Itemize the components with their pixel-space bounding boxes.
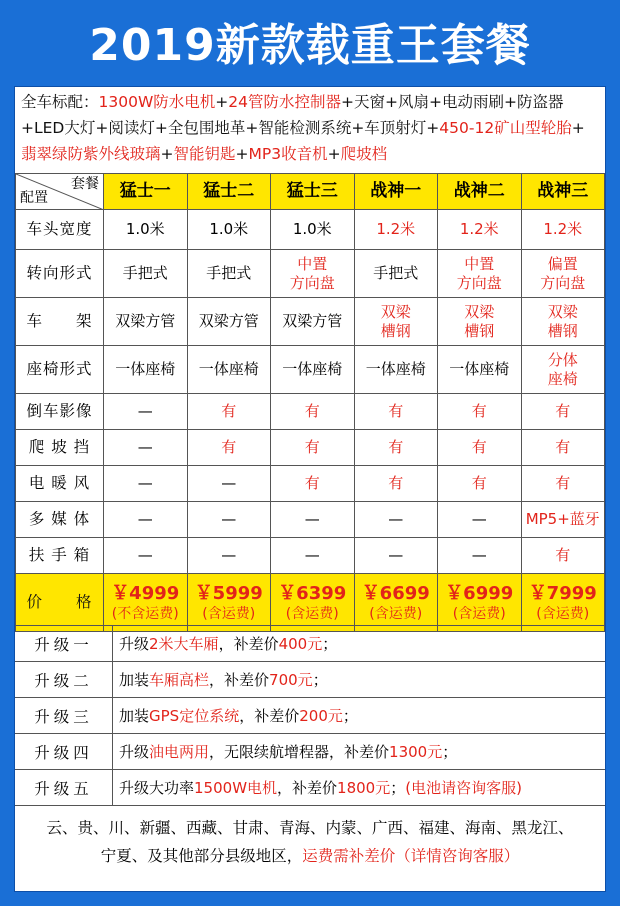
table-cell: — [187,538,271,574]
package-header: 战神一 [354,174,438,210]
table-corner-header [16,174,104,210]
text-run: ； [322,635,338,653]
highlight-text: 1800元 [337,779,391,797]
price-amount: ￥6999 [445,582,514,604]
text-run: ，补差价 [209,671,270,689]
price-cell [271,574,355,632]
table-cell: 有 [354,394,438,430]
row-label: 转向形式 [16,250,104,298]
price-amount: ￥7999 [528,582,597,604]
table-cell: 双梁 槽钢 [438,298,522,346]
table-cell: 有 [521,538,605,574]
text-run: ，补差价 [218,635,279,653]
package-header: 战神三 [521,174,605,210]
table-cell: 双梁方管 [271,298,355,346]
text-run: 加装 [119,707,150,725]
highlight-text: 200元 [299,707,343,725]
upgrade-row [15,661,605,697]
table-cell: 一体座椅 [187,346,271,394]
text-run: 升级 [119,635,150,653]
table-cell: 双梁方管 [104,298,188,346]
highlight-text: 翡翠绿防紫外线玻璃 [21,145,161,163]
table-cell: — [104,430,188,466]
upgrade-detail [113,741,457,762]
standard-line [21,89,599,115]
upgrade-detail [113,669,328,690]
text-run: ，补差价 [277,779,338,797]
table-cell: 1.0米 [187,210,271,250]
upgrade-row [15,769,605,805]
price-note: (含运费) [369,605,423,622]
table-cell: — [104,394,188,430]
price-cell [438,574,522,632]
table-row [16,538,605,574]
price-cell [187,574,271,632]
price-amount: ￥4999 [111,582,180,604]
highlight-text: 爬坡档 [340,145,388,163]
table-cell: — [104,538,188,574]
text-run: 云、贵、川、新疆、西藏、甘肃、青海、内蒙、广西、福建、海南、黑龙江、 [46,819,574,837]
row-label: 电 暖 风 [16,466,104,502]
price-cell [354,574,438,632]
price-amount: ￥5999 [194,582,263,604]
package-header: 猛士三 [271,174,355,210]
table-row [16,466,605,502]
text-run: ； [390,779,406,797]
shipping-note [15,805,605,891]
table-row [16,394,605,430]
upgrade-detail [113,705,358,726]
text-run: +LED大灯+阅读灯+全包围地革+智能检测系统+车顶射灯+ [21,119,440,137]
row-label: 车头宽度 [16,210,104,250]
price-amount: ￥6399 [278,582,347,604]
table-cell: 有 [271,430,355,466]
table-cell: — [104,466,188,502]
price-cell [104,574,188,632]
price-note: (含运费) [202,605,256,622]
table-cell: 有 [271,466,355,502]
text-run: 升级大功率 [119,779,195,797]
standard-equipment [15,89,605,173]
table-cell: MP5+蓝牙 [521,502,605,538]
price-note: (含运费) [452,605,506,622]
upgrade-label: 升级三 [15,698,113,733]
table-cell: — [104,502,188,538]
table-row [16,346,605,394]
highlight-text: 450-12矿山型轮胎 [439,119,572,137]
table-cell: 手把式 [354,250,438,298]
table-cell: 一体座椅 [438,346,522,394]
highlight-text: 24管防水控制器 [228,93,342,111]
table-cell: 一体座椅 [104,346,188,394]
table-row [16,430,605,466]
upgrade-row [15,625,605,661]
table-cell: 有 [271,394,355,430]
text-run: ； [442,743,458,761]
text-run: + [215,93,229,111]
text-run: ； [312,671,328,689]
table-cell: 中置 方向盘 [438,250,522,298]
table-cell: 手把式 [104,250,188,298]
table-cell: — [187,466,271,502]
highlight-text: 1500W电机 [194,779,278,797]
table-cell: — [354,538,438,574]
upgrade-label: 升级二 [15,662,113,697]
package-header: 猛士二 [187,174,271,210]
table-cell: 有 [438,394,522,430]
text-run: + [327,145,341,163]
highlight-text: 车厢高栏 [149,671,210,689]
row-label: 座椅形式 [16,346,104,394]
highlight-text: 运费需补差价（详情咨询客服） [302,847,520,865]
table-cell: 1.2米 [438,210,522,250]
upgrade-detail [113,633,337,654]
table-cell: 有 [354,466,438,502]
highlight-text: GPS定位系统 [149,707,240,725]
spec-table [15,173,605,632]
row-label: 爬 坡 挡 [16,430,104,466]
table-cell: 一体座椅 [271,346,355,394]
table-cell: 有 [521,466,605,502]
corner-top-label: 套餐 [71,176,99,192]
text-run: 升级 [119,743,150,761]
table-cell: — [271,538,355,574]
highlight-text: 700元 [269,671,313,689]
upgrade-label: 升级四 [15,734,113,769]
text-run: 加装 [119,671,150,689]
text-run: +天窗+风扇+电动雨刷+防盗器 [341,93,564,111]
table-cell: 有 [521,394,605,430]
table-cell: — [438,502,522,538]
table-cell: — [271,502,355,538]
shipping-line [15,842,605,870]
text-run: ，补差价 [239,707,300,725]
text-run: ，无限续航增程器，补差价 [209,743,390,761]
table-cell: 1.0米 [271,210,355,250]
highlight-text: MP3收音机 [248,145,328,163]
price-note: (含运费) [536,605,590,622]
row-label: 车 架 [16,298,104,346]
corner-bottom-label: 配置 [20,190,48,206]
price-note: (不含运费) [111,605,179,622]
table-cell: 双梁方管 [187,298,271,346]
table-cell: — [354,502,438,538]
table-cell: 有 [438,466,522,502]
highlight-text: 智能钥匙 [173,145,236,163]
table-cell: 1.2米 [521,210,605,250]
table-cell: 双梁 槽钢 [354,298,438,346]
text-run: + [235,145,249,163]
highlight-text: 400元 [278,635,323,653]
table-cell: 双梁 槽钢 [521,298,605,346]
row-label: 倒车影像 [16,394,104,430]
highlight-text: (电池请咨询客服) [405,779,522,797]
highlight-text: 2米大车厢 [149,635,219,653]
package-panel [14,86,606,892]
price-note: (含运费) [285,605,339,622]
table-row [16,250,605,298]
highlight-text: 油电两用 [149,743,210,761]
upgrade-detail [113,777,522,798]
table-row [16,502,605,538]
table-cell: 有 [438,430,522,466]
table-cell: 分体 座椅 [521,346,605,394]
table-cell: — [438,538,522,574]
table-cell: 偏置 方向盘 [521,250,605,298]
row-label: 扶 手 箱 [16,538,104,574]
highlight-text: 1300W防水电机 [98,93,216,111]
text-run: 全车标配： [21,93,99,111]
table-cell: — [187,502,271,538]
package-header: 战神二 [438,174,522,210]
upgrade-row [15,733,605,769]
upgrade-label: 升级五 [15,770,113,805]
table-cell: 1.0米 [104,210,188,250]
table-row [16,210,605,250]
highlight-text: 1300元 [389,743,443,761]
text-run: 宁夏、及其他部分县级地区， [100,847,303,865]
price-label: 价 格 [16,574,104,632]
shipping-line [15,814,605,842]
table-cell: 有 [354,430,438,466]
price-row [16,574,605,632]
row-label: 多 媒 体 [16,502,104,538]
table-cell: 手把式 [187,250,271,298]
page-title: 2019新款载重王套餐 [89,20,531,71]
table-cell: 中置 方向盘 [271,250,355,298]
table-cell: 一体座椅 [354,346,438,394]
text-run: + [571,119,585,137]
upgrade-row [15,697,605,733]
standard-line [21,115,599,141]
table-cell: 有 [521,430,605,466]
price-cell [521,574,605,632]
price-amount: ￥6699 [361,582,430,604]
table-cell: 有 [187,430,271,466]
upgrade-label: 升级一 [15,626,113,661]
standard-line [21,141,599,167]
text-run: ； [342,707,358,725]
table-cell: 1.2米 [354,210,438,250]
text-run: + [160,145,174,163]
package-header: 猛士一 [104,174,188,210]
table-cell: 有 [187,394,271,430]
table-row [16,298,605,346]
